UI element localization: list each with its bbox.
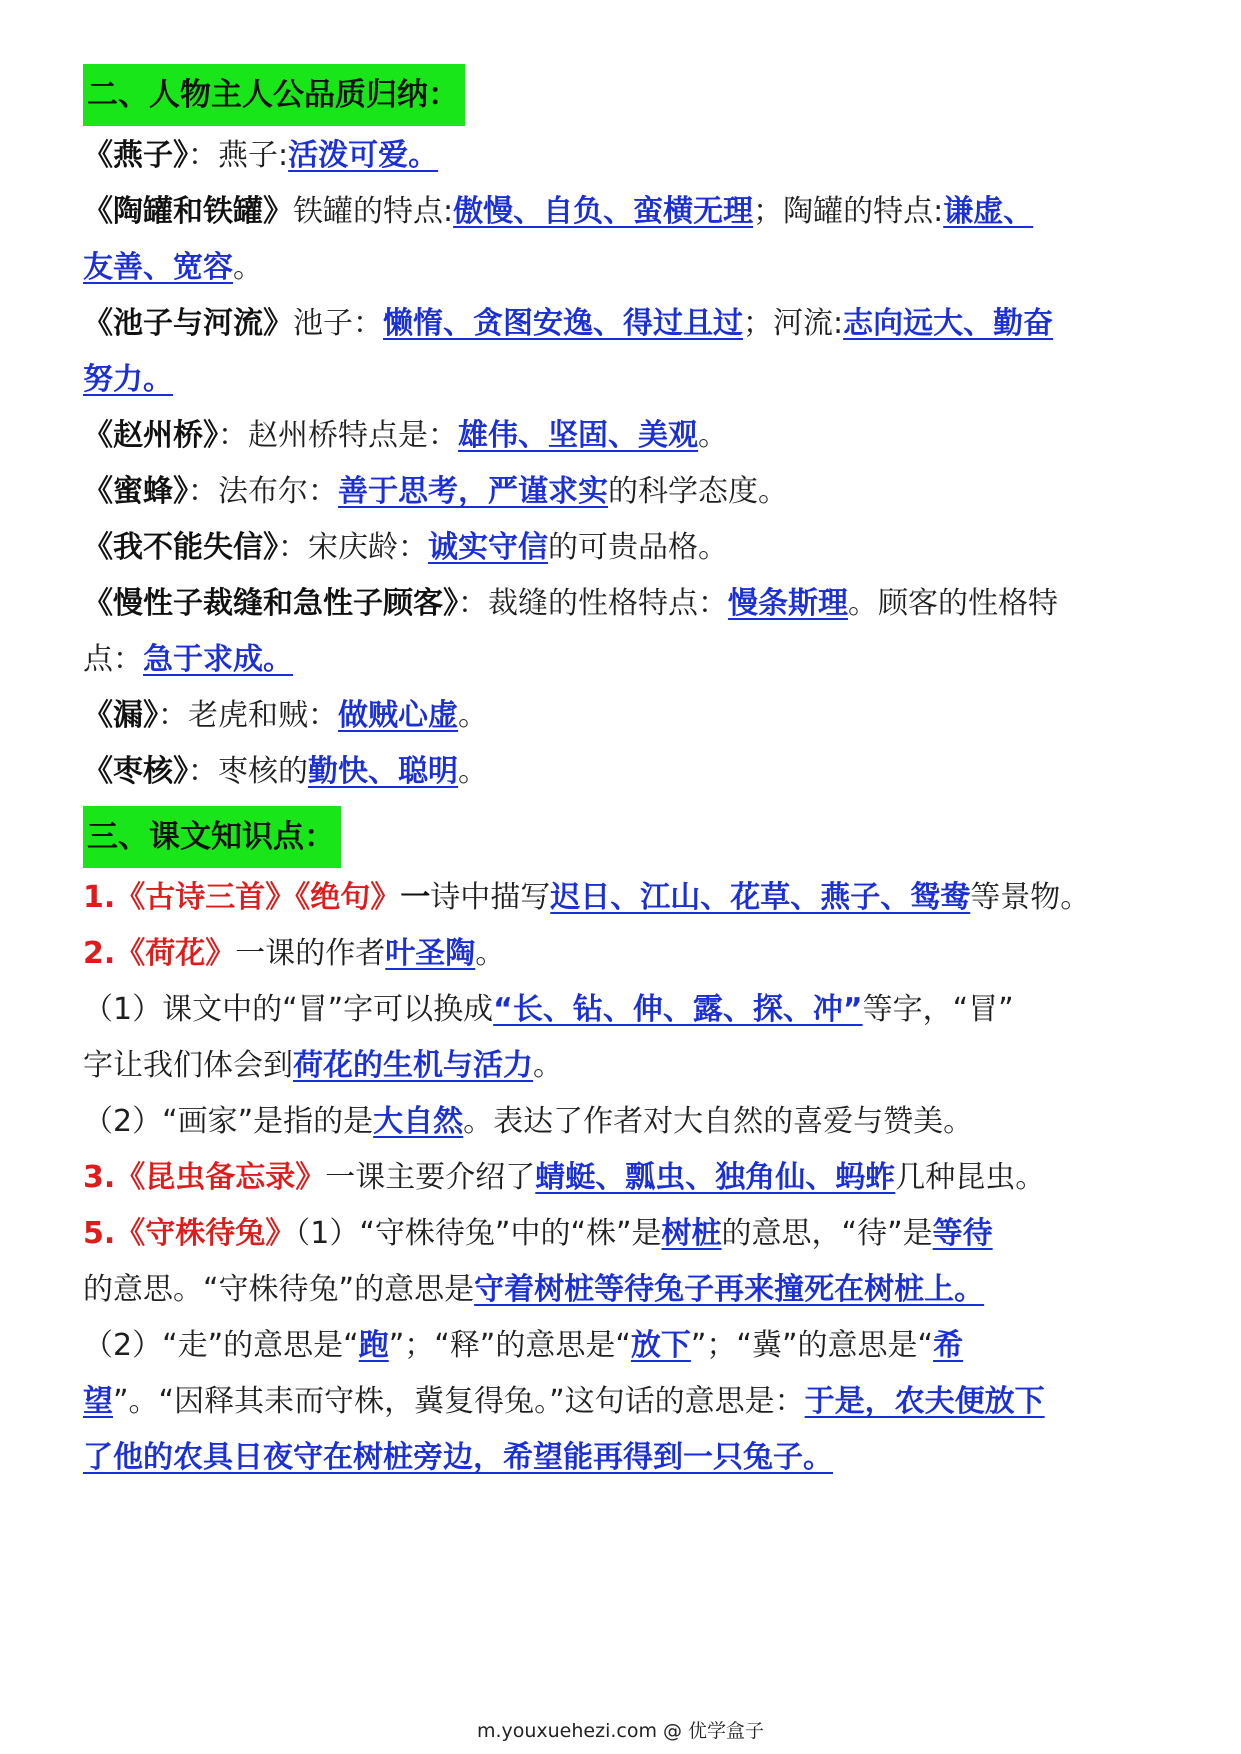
item-text: 等字，“冒” <box>862 992 1014 1027</box>
item-bunengshixin <box>83 528 1183 568</box>
answer: 望 <box>83 1384 113 1419</box>
answer: 荷花的生机与活力 <box>293 1048 533 1083</box>
point-2-1-line2 <box>83 1046 1183 1086</box>
item-text: （1）“守株待兔”中的“株”是 <box>295 1216 662 1251</box>
item-chizi-line2 <box>83 360 1183 400</box>
item-text: ：燕子: <box>188 138 289 173</box>
item-zaohe <box>83 752 1183 792</box>
answer: 志向远大、勤奋 <box>843 306 1054 341</box>
point-5-line1 <box>83 1214 1183 1254</box>
item-taoguan-line1 <box>83 192 1183 232</box>
item-text: 一课的作者 <box>235 936 386 971</box>
point-number: 2. <box>83 936 116 971</box>
item-text: ：裁缝的性格特点： <box>458 586 728 621</box>
answer: 做贼心虚 <box>338 698 458 733</box>
item-caifeng-line1 <box>83 584 1183 624</box>
answer: 迟日、江山、花草、燕子、鸳鸯 <box>550 880 971 915</box>
item-text: ”。“因释其耒而守株，冀复得兔。”这句话的意思是： <box>113 1384 805 1419</box>
item-text: 的意思。“守株待兔”的意思是 <box>83 1272 475 1307</box>
answer: “长、钻、伸、露、探、冲” <box>493 992 863 1027</box>
item-text: ：枣核的 <box>188 754 308 789</box>
item-text: 的意思，“待”是 <box>721 1216 933 1251</box>
item-text: 。 <box>533 1048 563 1083</box>
section-heading-knowledge-points: 三、课文知识点： <box>83 806 341 868</box>
item-text: 。 <box>233 250 263 285</box>
answer: 友善、宽容 <box>83 250 233 285</box>
item-text: 。 <box>458 754 488 789</box>
item-text: 。 <box>475 936 506 971</box>
answer: 跑 <box>358 1328 389 1363</box>
answer: 蜻蜓、瓢虫、独角仙、蚂蚱 <box>535 1160 896 1195</box>
item-text: （2）“走”的意思是“ <box>83 1328 359 1363</box>
item-chizi-line1 <box>83 304 1183 344</box>
item-text: 。 <box>698 418 728 453</box>
answer: 于是，农夫便放下 <box>804 1384 1045 1419</box>
answer: 勤快、聪明 <box>308 754 458 789</box>
point-5-line2 <box>83 1270 1183 1310</box>
answer: 慢条斯理 <box>728 586 848 621</box>
lesson-title: 《漏》 <box>83 698 158 733</box>
item-text: 一课主要介绍了 <box>325 1160 536 1195</box>
answer: 希 <box>933 1328 964 1363</box>
answer: 懒惰、贪图安逸、得过且过 <box>383 306 743 341</box>
answer: 了他的农具日夜守在树桩旁边，希望能再得到一只兔子。 <box>83 1440 833 1475</box>
lesson-title: 《赵州桥》 <box>83 418 218 453</box>
answer: 努力。 <box>83 362 173 397</box>
item-text: ：宋庆龄： <box>278 530 428 565</box>
answer: 傲慢、自负、蛮横无理 <box>453 194 754 229</box>
item-taoguan-line2 <box>83 248 1183 288</box>
item-text: ”；“冀”的意思是“ <box>690 1328 934 1363</box>
item-text: 字让我们体会到 <box>83 1048 293 1083</box>
item-text: 的可贵品格。 <box>548 530 728 565</box>
lesson-title: 《枣核》 <box>83 754 188 789</box>
point-5-2-line1 <box>83 1326 1183 1366</box>
answer: 等待 <box>932 1216 993 1251</box>
item-text: ；陶罐的特点: <box>753 194 944 229</box>
answer: 善于思考，严谨求实 <box>338 474 608 509</box>
item-text: ；河流: <box>743 306 844 341</box>
item-text: ”；“释”的意思是“ <box>388 1328 631 1363</box>
lesson-title: 《燕子》 <box>83 138 188 173</box>
lesson-title: 《荷花》 <box>115 936 236 971</box>
item-text: 池子： <box>293 306 383 341</box>
item-text: 铁罐的特点: <box>293 194 454 229</box>
item-text: 点： <box>83 642 143 677</box>
point-5-2-line3 <box>83 1438 1183 1478</box>
item-caifeng-line2 <box>83 640 1183 680</box>
point-number: 5. <box>83 1216 116 1251</box>
item-text: 。表达了作者对大自然的喜爱与赞美。 <box>463 1104 974 1139</box>
lesson-title: 《我不能失信》 <box>83 530 278 565</box>
answer: 雄伟、坚固、美观 <box>458 418 698 453</box>
lesson-title: 《陶罐和铁罐》 <box>83 194 293 229</box>
point-number: 3. <box>83 1160 116 1195</box>
answer: 诚实守信 <box>428 530 548 565</box>
item-lou <box>83 696 1183 736</box>
item-text: （1）课文中的“冒”字可以换成 <box>83 992 494 1027</box>
item-text: 一 <box>400 880 431 915</box>
item-text: 等景物。 <box>970 880 1091 915</box>
point-number: 1. <box>83 880 116 915</box>
point-2 <box>83 934 1183 974</box>
item-text: 的科学态度。 <box>608 474 788 509</box>
answer: 放下 <box>630 1328 691 1363</box>
lesson-title: 《池子与河流》 <box>83 306 293 341</box>
lesson-title: 《慢性子裁缝和急性子顾客》 <box>83 586 458 621</box>
footer-watermark: m.youxuehezi.com @ 优学盒子 <box>476 1720 765 1742</box>
answer: 活泼可爱。 <box>288 138 439 173</box>
point-3 <box>83 1158 1183 1198</box>
item-text: ：老虎和贼： <box>158 698 338 733</box>
point-5-2-line2 <box>83 1382 1183 1422</box>
item-text: ：赵州桥特点是： <box>218 418 458 453</box>
lesson-title: 《昆虫备忘录》 <box>115 1160 326 1195</box>
answer: 叶圣陶 <box>385 936 476 971</box>
item-text: 几种昆虫。 <box>895 1160 1046 1195</box>
answer: 守着树桩等待兔子再来撞死在树桩上。 <box>474 1272 985 1307</box>
item-yanzi <box>83 136 1183 176</box>
item-text: 。顾客的性格特 <box>848 586 1058 621</box>
item-text: ：法布尔： <box>188 474 338 509</box>
answer: 树桩 <box>661 1216 722 1251</box>
lesson-title: 《古诗三首》《绝句》 <box>115 880 401 915</box>
item-text: 诗中描写 <box>430 880 551 915</box>
item-mifeng <box>83 472 1183 512</box>
item-text: 。 <box>458 698 488 733</box>
answer: 急于求成。 <box>143 642 293 677</box>
answer: 谦虚、 <box>943 194 1034 229</box>
answer: 大自然 <box>373 1104 464 1139</box>
item-zhaozhouqiao <box>83 416 1183 456</box>
section-heading-character-traits: 二、人物主人公品质归纳： <box>83 64 465 126</box>
point-2-1-line1 <box>83 990 1183 1030</box>
item-text: （2）“画家”是指的是 <box>83 1104 374 1139</box>
point-2-2 <box>83 1102 1183 1142</box>
lesson-title: 《守株待兔》 <box>115 1216 296 1251</box>
lesson-title: 《蜜蜂》 <box>83 474 188 509</box>
point-1 <box>83 878 1183 918</box>
